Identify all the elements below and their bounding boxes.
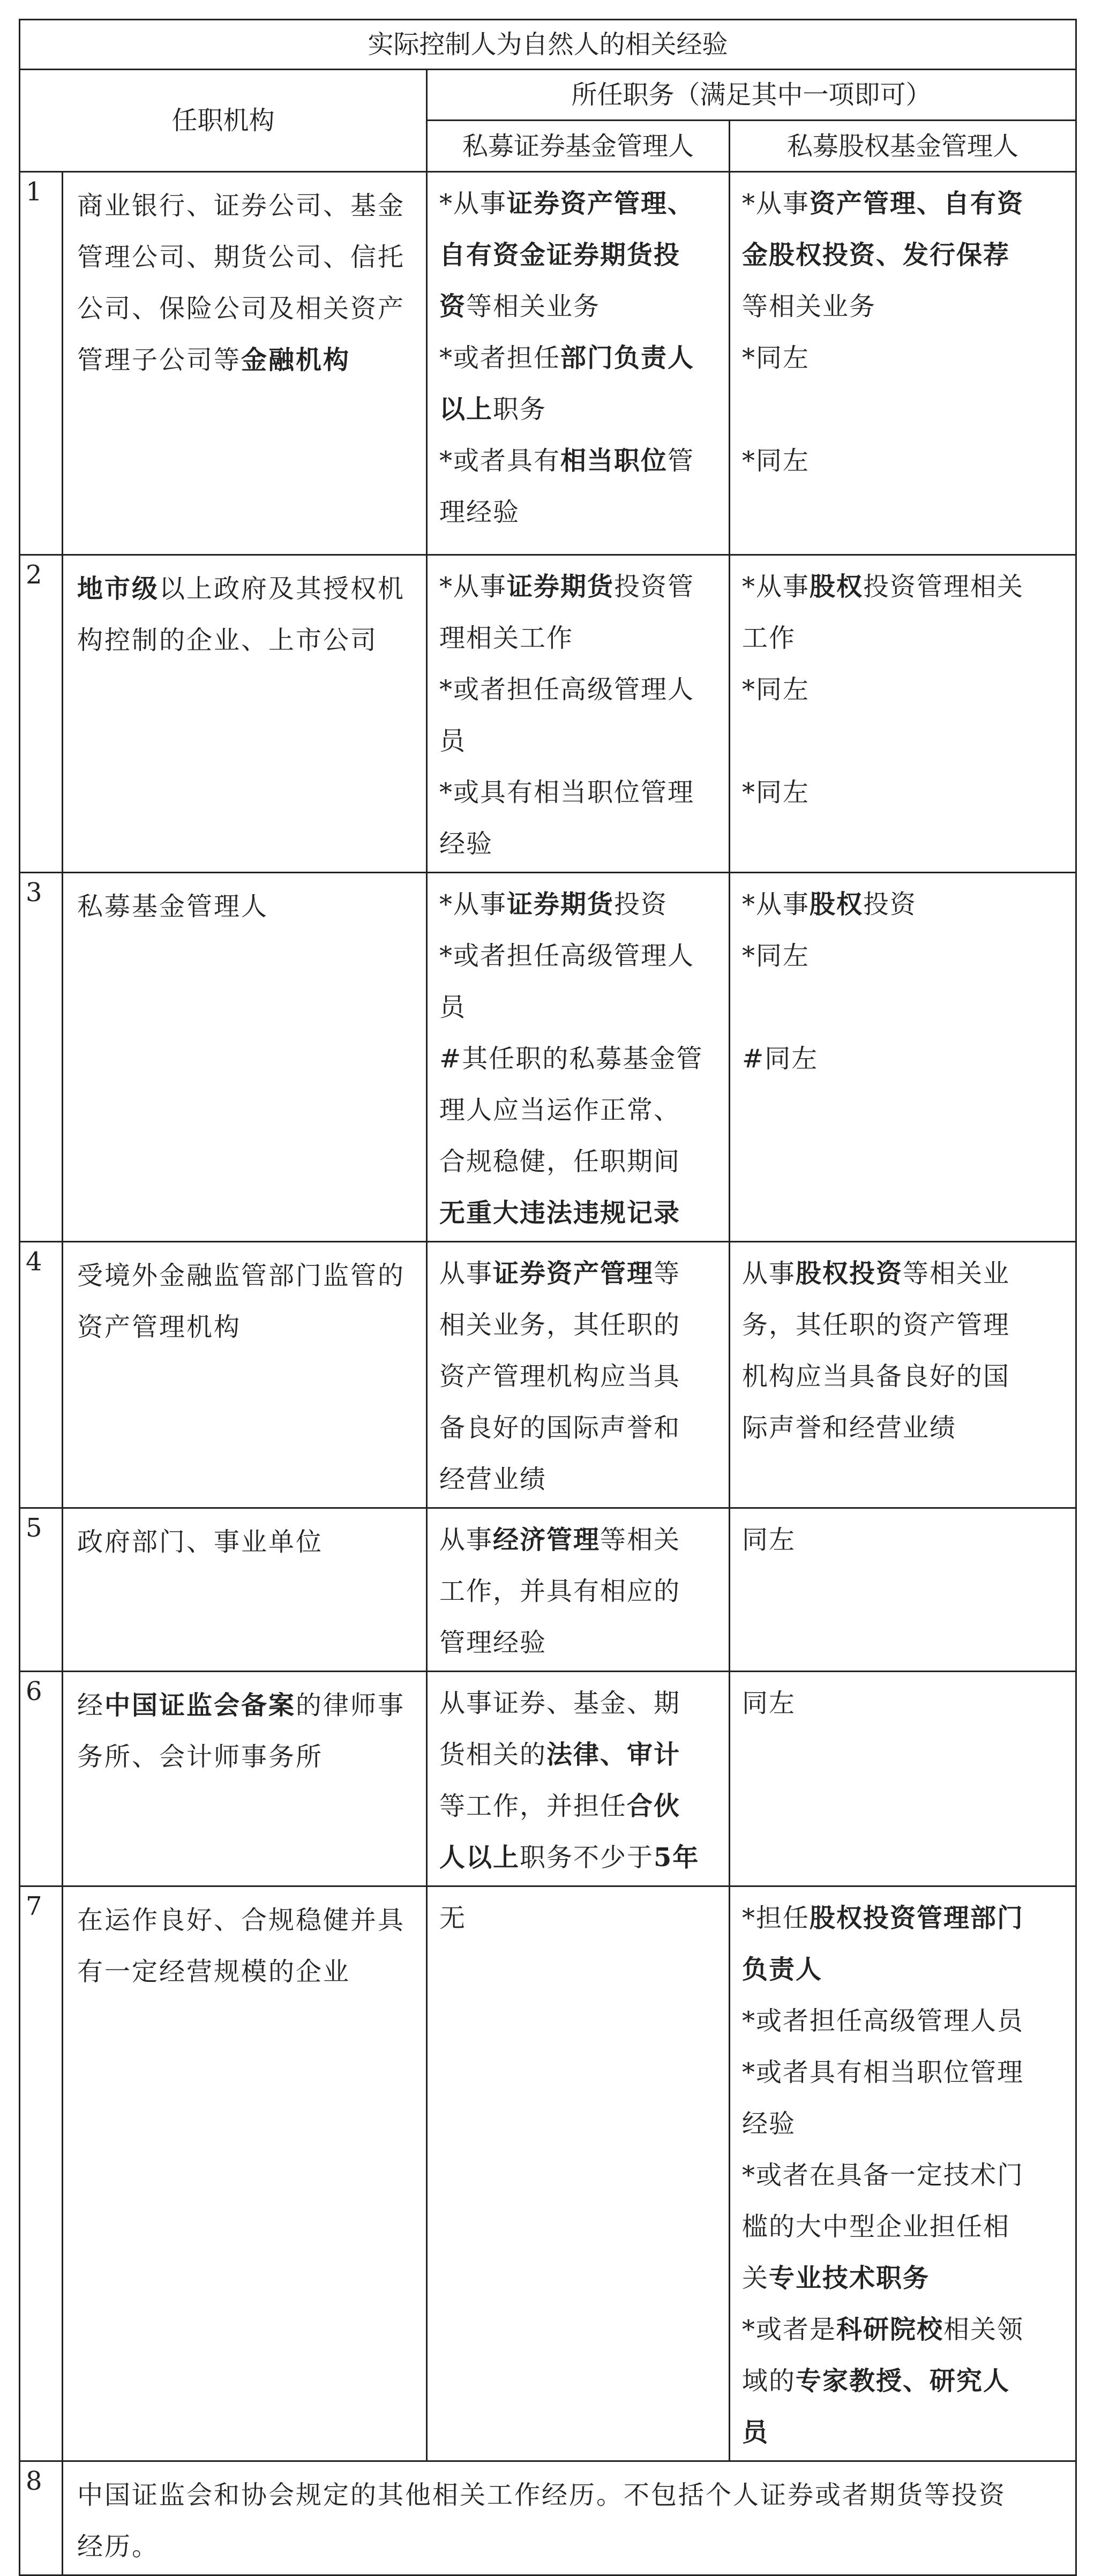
text-line — [742, 1944, 1063, 1995]
text-line — [439, 486, 717, 538]
text-line — [439, 1033, 717, 1084]
text-line — [742, 2355, 1063, 2407]
text-line — [77, 1894, 412, 1946]
text-segment: 从事证券、基金、期 — [439, 1688, 681, 1718]
text-line — [439, 384, 717, 435]
text-segment: 管 — [668, 446, 695, 476]
text-segment: 相关业务，其任职的 — [439, 1310, 681, 1340]
institution-cell — [63, 1886, 427, 2461]
text-line — [742, 930, 1063, 982]
text-line — [742, 1995, 1063, 2047]
bold-text: 地市级 — [77, 574, 160, 604]
text-line — [439, 1678, 717, 1729]
bold-text: 证券期货 — [507, 572, 615, 602]
text-segment: 有一定经营规模的企业 — [77, 1957, 351, 1987]
text-segment: 投资管 — [614, 572, 695, 602]
text-line — [77, 334, 412, 386]
bold-text: 证券资产管理、 — [507, 189, 695, 219]
text-segment: 理人应当运作正常、 — [439, 1095, 681, 1125]
text-segment: 私募基金管理人 — [77, 892, 269, 922]
securities-manager-cell — [427, 1508, 730, 1672]
text-line — [439, 229, 717, 281]
text-line — [742, 664, 1063, 715]
text-line: 经历。 — [77, 2532, 160, 2562]
text-line — [439, 930, 717, 982]
text-segment: *从事 — [742, 572, 810, 602]
bold-text: 无重大违法违规记录 — [439, 1198, 681, 1228]
text-line — [439, 664, 717, 715]
text-segment: 职务不少于 — [520, 1843, 654, 1873]
text-segment: #其任职的私募基金管 — [439, 1044, 703, 1074]
text-line — [439, 715, 717, 767]
bold-text: 部门负责人 — [560, 343, 695, 373]
text-segment: *从事 — [439, 889, 507, 919]
bold-text: 金股权投资、发行保荐 — [742, 240, 1010, 270]
bold-text: 股权投资管理部门 — [810, 1903, 1024, 1933]
securities-manager-cell — [427, 873, 730, 1242]
row-number: 7 — [20, 1886, 63, 2461]
text-segment: 员 — [439, 726, 467, 756]
text-segment: *或者担任 — [439, 343, 561, 373]
header-securities-manager: 私募证券基金管理人 — [427, 121, 730, 172]
institution-cell — [63, 172, 427, 555]
securities-manager-cell — [427, 555, 730, 873]
text-segment: *或者在具备一定技术门 — [742, 2160, 1024, 2190]
table-row — [20, 873, 1076, 1242]
text-line — [77, 231, 412, 283]
text-segment: 从事 — [439, 1525, 493, 1555]
table-row — [20, 172, 1076, 555]
equity-manager-cell — [730, 1508, 1076, 1672]
text-line — [742, 1892, 1063, 1944]
text-line — [439, 1566, 717, 1617]
bold-text: 资产管理、自有资 — [810, 189, 1024, 219]
text-line — [439, 1892, 717, 1944]
text-line — [439, 1351, 717, 1402]
text-segment: 相关领 — [943, 2315, 1024, 2345]
text-line — [439, 1832, 717, 1883]
row-number: 1 — [20, 172, 63, 555]
text-segment: 工作，并具有相应的 — [439, 1576, 681, 1606]
bold-text: 员 — [742, 2417, 769, 2447]
text-segment: 等相关业 — [903, 1259, 1010, 1289]
text-segment: 等工作，并担任 — [439, 1791, 627, 1821]
text-segment: *从事 — [742, 889, 810, 919]
text-segment: *同左 — [742, 343, 810, 373]
text-line — [742, 1514, 1063, 1566]
text-segment: 从事 — [742, 1259, 796, 1289]
securities-manager-cell — [427, 172, 730, 555]
text-segment: 关 — [742, 2263, 769, 2293]
table-title-row — [20, 20, 1076, 70]
text-segment: 理经验 — [439, 497, 520, 527]
text-line — [439, 1187, 717, 1239]
text-segment: 等相关业务 — [742, 291, 876, 321]
text-segment: *同左 — [742, 446, 810, 476]
text-line — [742, 2201, 1063, 2252]
text-segment: 在运作良好、合规稳健并具 — [77, 1905, 406, 1935]
securities-manager-cell — [427, 1886, 730, 2461]
equity-manager-cell — [730, 1886, 1076, 2461]
text-segment: 经验 — [742, 2109, 796, 2139]
text-segment: 以上政府及其授权机 — [159, 574, 406, 604]
text-segment: 投资管理相关 — [863, 572, 1024, 602]
text-segment: 务，其任职的资产管理 — [742, 1310, 1010, 1340]
text-segment: 同左 — [742, 1688, 796, 1718]
text-segment: 构控制的企业、上市公司 — [77, 625, 378, 655]
text-segment: 货相关的 — [439, 1740, 547, 1770]
text-segment: 工作 — [742, 623, 796, 653]
text-line: 中国证监会和协会规定的其他相关工作经历。不包括个人证券或者期货等投资 — [77, 2480, 1007, 2510]
text-segment: *同左 — [742, 941, 810, 971]
text-segment: *从事 — [742, 189, 810, 219]
text-line — [742, 1248, 1063, 1299]
text-segment: 理相关工作 — [439, 623, 574, 653]
text-line — [439, 1617, 717, 1668]
text-line — [742, 2047, 1063, 2098]
text-segment: 的律师事 — [296, 1690, 406, 1720]
text-segment: 机构应当具备良好的国 — [742, 1361, 1010, 1391]
bold-text: 负责人 — [742, 1955, 823, 1985]
text-segment: 域的 — [742, 2366, 796, 2396]
text-line — [439, 435, 717, 486]
text-line — [742, 1402, 1063, 1454]
text-segment: 管理子公司等 — [77, 345, 242, 375]
text-line — [77, 1680, 412, 1731]
row-number: 5 — [20, 1508, 63, 1672]
text-segment: 投资 — [614, 889, 668, 919]
text-line — [742, 178, 1063, 229]
table-title: 实际控制人为自然人的相关经验 — [20, 20, 1076, 70]
text-segment: 备良好的国际声誉和 — [439, 1413, 681, 1443]
text-segment: 经验 — [439, 829, 493, 859]
text-segment: *同左 — [742, 777, 810, 807]
bold-text: 人以上 — [439, 1843, 520, 1873]
row-number: 2 — [20, 555, 63, 873]
text-line — [439, 1402, 717, 1454]
row-number: 4 — [20, 1242, 63, 1508]
text-segment: 际声誉和经营业绩 — [742, 1413, 957, 1443]
table-row — [20, 555, 1076, 873]
equity-manager-cell — [730, 555, 1076, 873]
text-line — [742, 2304, 1063, 2355]
text-segment: 同左 — [742, 1525, 796, 1555]
text-segment: 资产管理机构应当具 — [439, 1361, 681, 1391]
securities-manager-cell — [427, 1242, 730, 1508]
text-line — [77, 881, 412, 932]
text-segment: 等相关业务 — [466, 291, 601, 321]
text-line — [77, 1250, 412, 1301]
table-row — [20, 1508, 1076, 1672]
text-line — [439, 982, 717, 1033]
text-line — [439, 178, 717, 229]
text-segment: 资产管理机构 — [77, 1312, 242, 1342]
blank-line — [742, 384, 1063, 435]
blank-line — [742, 982, 1063, 1033]
text-segment: 政府部门、事业单位 — [77, 1527, 324, 1557]
table-row — [20, 2461, 1076, 2575]
text-line — [742, 229, 1063, 281]
text-line — [742, 767, 1063, 818]
text-line — [439, 1299, 717, 1351]
text-segment: 从事 — [439, 1259, 493, 1289]
text-line — [439, 1780, 717, 1832]
equity-manager-cell — [730, 873, 1076, 1242]
text-line — [742, 1678, 1063, 1729]
text-segment: 槛的大中型企业担任相 — [742, 2212, 1010, 2242]
text-segment: *或者担任高级管理人 — [439, 675, 695, 705]
row-number: 8 — [20, 2461, 63, 2575]
bold-text: 专家教授、研究人 — [796, 2366, 1010, 2396]
bold-text: 自有资金证券期货投 — [439, 240, 681, 270]
bold-text: 证券资产管理 — [493, 1259, 654, 1289]
text-segment: *从事 — [439, 572, 507, 602]
text-line — [439, 281, 717, 332]
text-segment: *或者是 — [742, 2315, 837, 2345]
text-segment: 无 — [439, 1903, 467, 1933]
text-segment: 合规稳健，任职期间 — [439, 1147, 681, 1177]
header-position: 所任职务（满足其中一项即可） — [427, 70, 1076, 121]
text-line — [77, 1731, 412, 1783]
text-line — [77, 615, 412, 666]
text-line — [439, 1729, 717, 1780]
bold-text: 股权 — [810, 889, 864, 919]
bold-text: 合伙 — [627, 1791, 681, 1821]
text-segment: #同左 — [742, 1044, 819, 1074]
text-segment: 商业银行、证券公司、基金 — [77, 191, 406, 221]
table-row — [20, 1886, 1076, 2461]
text-line — [439, 332, 717, 384]
text-segment: 受境外金融监管部门监管的 — [77, 1261, 406, 1291]
other-experience-cell — [63, 2461, 1076, 2575]
text-segment: 经 — [77, 1690, 105, 1720]
table-row — [20, 1242, 1076, 1508]
text-line — [439, 612, 717, 664]
bold-text: 股权 — [810, 572, 864, 602]
text-line — [742, 435, 1063, 486]
text-line — [742, 332, 1063, 384]
text-line — [77, 1516, 412, 1568]
bold-text: 股权投资 — [796, 1259, 903, 1289]
text-segment: 公司、保险公司及相关资产 — [77, 294, 406, 324]
text-line — [77, 283, 412, 334]
text-line — [439, 879, 717, 930]
header-institution: 任职机构 — [20, 70, 427, 172]
table-row — [20, 1672, 1076, 1886]
text-segment: *或者担任高级管理人员 — [742, 2006, 1024, 2036]
text-segment: 等 — [654, 1259, 681, 1289]
bold-text: 5年 — [654, 1843, 700, 1873]
header-row-1 — [20, 70, 1076, 121]
text-line — [439, 561, 717, 612]
text-line — [742, 561, 1063, 612]
text-segment: *同左 — [742, 675, 810, 705]
text-segment: 经营业绩 — [439, 1464, 547, 1494]
text-line — [439, 1248, 717, 1299]
text-line — [77, 563, 412, 615]
text-line — [742, 1033, 1063, 1084]
text-segment: 投资 — [863, 889, 917, 919]
text-line — [742, 1351, 1063, 1402]
experience-table — [19, 19, 1077, 2576]
text-segment: 务所、会计师事务所 — [77, 1742, 324, 1772]
text-line — [742, 2150, 1063, 2201]
bold-text: 科研院校 — [836, 2315, 944, 2345]
institution-cell — [63, 555, 427, 873]
text-segment: 等相关 — [600, 1525, 681, 1555]
text-segment: *或者具有相当职位管理 — [742, 2057, 1024, 2087]
row-number: 3 — [20, 873, 63, 1242]
text-segment: 管理公司、期货公司、信托 — [77, 242, 406, 272]
blank-line — [742, 715, 1063, 767]
text-line — [439, 1084, 717, 1136]
bold-text: 经济管理 — [493, 1525, 601, 1555]
bold-text: 资 — [439, 291, 467, 321]
text-line — [742, 281, 1063, 332]
row-number: 6 — [20, 1672, 63, 1886]
equity-manager-cell — [730, 1672, 1076, 1886]
bold-text: 法律、审计 — [546, 1740, 681, 1770]
text-segment: *或具有相当职位管理 — [439, 777, 695, 807]
bold-text: 专业技术职务 — [769, 2263, 930, 2293]
text-line — [77, 180, 412, 231]
text-line — [439, 818, 717, 870]
institution-cell — [63, 1672, 427, 1886]
securities-manager-cell — [427, 1672, 730, 1886]
text-segment: 职务 — [493, 394, 547, 424]
text-segment: *或者具有 — [439, 446, 561, 476]
text-line — [742, 612, 1063, 664]
text-segment: *或者担任高级管理人 — [439, 941, 695, 971]
text-line — [439, 1514, 717, 1566]
text-line — [77, 1301, 412, 1353]
text-line — [439, 1136, 717, 1187]
equity-manager-cell — [730, 172, 1076, 555]
text-line — [742, 879, 1063, 930]
text-segment: 员 — [439, 992, 467, 1022]
bold-text: 相当职位 — [560, 446, 668, 476]
text-line — [742, 2252, 1063, 2304]
institution-cell — [63, 1508, 427, 1672]
text-line — [77, 1946, 412, 1997]
text-segment: *担任 — [742, 1903, 810, 1933]
text-line — [742, 2407, 1063, 2458]
text-line — [439, 1454, 717, 1505]
bold-text: 证券期货 — [507, 889, 615, 919]
text-line — [742, 1299, 1063, 1351]
header-equity-manager: 私募股权基金管理人 — [730, 121, 1076, 172]
text-line — [742, 2098, 1063, 2150]
bold-text: 中国证监会备案 — [104, 1690, 296, 1720]
equity-manager-cell — [730, 1242, 1076, 1508]
institution-cell — [63, 1242, 427, 1508]
bold-text: 金融机构 — [241, 345, 351, 375]
text-segment: 管理经验 — [439, 1628, 547, 1658]
text-segment: *从事 — [439, 189, 507, 219]
text-line — [439, 767, 717, 818]
bold-text: 以上 — [439, 394, 493, 424]
institution-cell — [63, 873, 427, 1242]
